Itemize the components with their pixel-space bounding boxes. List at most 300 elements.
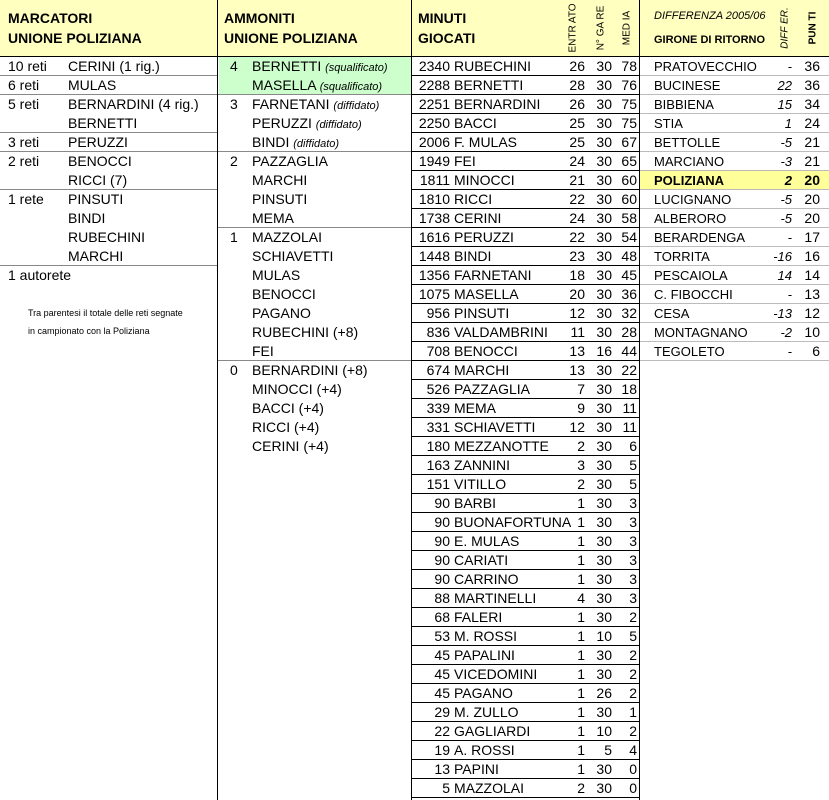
ammoniti-title: AMMONITI — [224, 10, 295, 26]
player-name: FEI — [454, 153, 476, 169]
difference-value: 14 — [777, 268, 792, 283]
minutes-value: 1738 — [418, 210, 450, 226]
team-name: ALBERORO — [654, 211, 727, 226]
games-value: 30 — [596, 609, 612, 625]
games-value: 30 — [596, 134, 612, 150]
points-value: 36 — [804, 77, 820, 93]
games-value: 30 — [596, 571, 612, 587]
minutes-value: 1811 — [419, 172, 450, 188]
team-name: PRATOVECCHIO — [654, 59, 757, 74]
points-value: 17 — [804, 229, 820, 245]
average-value: 4 — [629, 742, 637, 758]
minutes-value: 45 — [434, 666, 450, 682]
cards-count: 3 — [230, 96, 238, 112]
player-name: BERNARDINI (+8) — [252, 362, 368, 378]
marcatori-note: in campionato con la Poliziana — [28, 326, 150, 336]
player-name: M. ZULLO — [454, 704, 519, 720]
games-value: 30 — [596, 267, 612, 283]
entered-value: 25 — [569, 134, 585, 150]
minutes-value: 2006 — [418, 134, 450, 150]
minutes-value: 2251 — [418, 96, 450, 112]
cards-count: 0 — [230, 362, 238, 378]
minutes-value: 708 — [426, 343, 450, 359]
player-name: CERINI (+4) — [252, 438, 329, 454]
minutes-value: 2250 — [418, 115, 450, 131]
player-name: MEMA — [454, 400, 496, 416]
entered-value: 13 — [569, 362, 585, 378]
average-value: 36 — [621, 286, 637, 302]
average-value: 2 — [629, 685, 637, 701]
difference-value: -13 — [773, 306, 792, 321]
scorer-name: PERUZZI — [68, 134, 128, 150]
average-value: 75 — [621, 115, 637, 131]
minutes-value: 331 — [426, 419, 450, 435]
minutes-value: 68 — [434, 609, 450, 625]
average-value: 58 — [621, 210, 637, 226]
player-name: MARTINELLI — [454, 590, 537, 606]
col-header-differenza: DIFF ER. — [779, 7, 791, 49]
minutes-value: 163 — [426, 457, 450, 473]
entered-value: 22 — [569, 191, 585, 207]
booked-player — [252, 171, 307, 190]
games-value: 30 — [596, 286, 612, 302]
booked-player — [252, 152, 328, 171]
average-value: 44 — [621, 343, 637, 359]
player-name: PERUZZI — [252, 115, 312, 131]
points-value: 13 — [804, 286, 820, 302]
entered-value: 24 — [569, 210, 585, 226]
player-name: ZANNINI — [454, 457, 510, 473]
games-value: 30 — [596, 419, 612, 435]
player-name: PAPINI — [454, 761, 499, 777]
booked-player — [252, 304, 311, 323]
difference-value: - — [787, 230, 792, 245]
player-name: MEZZANOTTE — [454, 438, 549, 454]
player-name: PAGANO — [252, 305, 311, 321]
entered-value: 1 — [577, 704, 585, 720]
scorer-name: BENOCCI — [68, 153, 132, 169]
minutes-value: 1356 — [418, 267, 450, 283]
scorer-name: MARCHI — [68, 248, 124, 264]
player-name: FEI — [252, 343, 274, 359]
difference-value: -5 — [780, 192, 792, 207]
booked-player — [252, 228, 322, 247]
team-name: PESCAIOLA — [654, 268, 728, 283]
games-value: 30 — [596, 514, 612, 530]
average-value: 67 — [621, 134, 637, 150]
points-value: 6 — [812, 343, 820, 359]
player-name: BARBI — [454, 495, 497, 511]
difference-value: -16 — [773, 249, 792, 264]
player-name: VALDAMBRINI — [454, 324, 548, 340]
entered-value: 12 — [569, 419, 585, 435]
entered-value: 1 — [577, 761, 585, 777]
player-name: BENOCCI — [252, 286, 316, 302]
average-value: 32 — [621, 305, 637, 321]
minutes-value: 13 — [434, 761, 450, 777]
player-name: BINDI — [454, 248, 492, 264]
booked-player — [252, 418, 319, 437]
player-name: MASELLA — [252, 77, 316, 93]
average-value: 3 — [629, 552, 637, 568]
games-value: 30 — [596, 381, 612, 397]
player-name: BACCI (+4) — [252, 400, 324, 416]
player-name: RICCI (+4) — [252, 419, 320, 435]
minutes-value: 2288 — [418, 77, 450, 93]
average-value: 54 — [621, 229, 637, 245]
player-name: M. ROSSI — [454, 628, 518, 644]
divider — [217, 0, 218, 800]
player-name: MAZZOLAI — [454, 780, 525, 796]
player-name: BACCI — [454, 115, 497, 131]
difference-value: -5 — [780, 211, 792, 226]
player-name: MEMA — [252, 210, 294, 226]
games-value: 30 — [596, 77, 612, 93]
minutes-value: 90 — [434, 552, 450, 568]
games-value: 30 — [596, 704, 612, 720]
minutes-value: 90 — [434, 514, 450, 530]
entered-value: 23 — [569, 248, 585, 264]
minutes-value: 674 — [426, 362, 450, 378]
booked-player — [252, 399, 324, 418]
player-status: (squalificato) — [319, 81, 383, 93]
average-value: 3 — [629, 590, 637, 606]
entered-value: 1 — [577, 552, 585, 568]
player-name: MINOCCI — [454, 172, 515, 188]
player-name: CERINI — [454, 210, 502, 226]
minutes-value: 151 — [426, 476, 450, 492]
games-value: 10 — [596, 723, 612, 739]
average-value: 11 — [622, 400, 637, 416]
entered-value: 1 — [577, 723, 585, 739]
player-name: CARIATI — [454, 552, 509, 568]
team-name: CESA — [654, 306, 690, 321]
minutes-value: 1616 — [418, 229, 450, 245]
player-name: BENOCCI — [454, 343, 518, 359]
scorer-name: BERNARDINI (4 rig.) — [68, 96, 199, 112]
average-value: 45 — [621, 267, 637, 283]
entered-value: 25 — [569, 115, 585, 131]
booked-player — [252, 95, 379, 114]
entered-value: 1 — [577, 742, 585, 758]
classifica-subtitle: GIRONE DI RITORNO — [654, 34, 766, 46]
difference-value: -2 — [780, 325, 792, 340]
player-name: BUONAFORTUNA — [454, 514, 572, 530]
col-header-entrato: ENTR ATO — [567, 3, 579, 53]
player-name: MARCHI — [454, 362, 510, 378]
average-value: 11 — [622, 419, 637, 435]
minutes-value: 90 — [434, 571, 450, 587]
goal-count: 10 reti — [8, 58, 47, 74]
points-value: 10 — [804, 324, 820, 340]
minutes-value: 1949 — [418, 153, 450, 169]
player-name: PINSUTI — [252, 191, 308, 207]
marcatori-title: MARCATORI — [8, 10, 93, 26]
player-name: PAZZAGLIA — [454, 381, 530, 397]
games-value: 30 — [596, 305, 612, 321]
average-value: 60 — [621, 172, 637, 188]
minutes-value: 339 — [426, 400, 450, 416]
entered-value: 1 — [577, 628, 585, 644]
games-value: 30 — [596, 362, 612, 378]
points-value: 12 — [804, 305, 820, 321]
player-name: RUBECHINI (+8) — [252, 324, 359, 340]
games-value: 30 — [596, 248, 612, 264]
games-value: 30 — [596, 533, 612, 549]
points-value: 21 — [804, 134, 820, 150]
team-name: BETTOLLE — [654, 135, 721, 150]
entered-value: 9 — [577, 400, 585, 416]
games-value: 30 — [596, 191, 612, 207]
cards-count: 1 — [230, 229, 238, 245]
entered-value: 26 — [569, 96, 585, 112]
entered-value: 1 — [577, 666, 585, 682]
entered-value: 13 — [569, 343, 585, 359]
player-name: BERNETTI — [252, 58, 322, 74]
booked-player — [252, 247, 333, 266]
average-value: 3 — [629, 571, 637, 587]
games-value: 30 — [596, 666, 612, 682]
goal-count: 1 autorete — [8, 267, 72, 283]
minuti-title: MINUTI — [418, 10, 467, 26]
entered-value: 18 — [569, 267, 585, 283]
team-name: STIA — [654, 116, 683, 131]
booked-player — [252, 76, 382, 95]
marcatori-note: Tra parentesi il totale delle reti segnate — [28, 308, 183, 318]
player-name: PAGANO — [454, 685, 513, 701]
player-name: FARNETANI — [454, 267, 532, 283]
team-name: LUCIGNANO — [654, 192, 732, 207]
games-value: 30 — [596, 210, 612, 226]
player-status: (diffidato) — [293, 138, 340, 150]
average-value: 6 — [629, 438, 637, 454]
cards-count: 2 — [230, 153, 238, 169]
minutes-value: 180 — [426, 438, 450, 454]
entered-value: 1 — [577, 514, 585, 530]
games-value: 16 — [596, 343, 612, 359]
difference-value: - — [787, 287, 792, 302]
col-header-media: MED IA — [621, 10, 633, 46]
entered-value: 12 — [569, 305, 585, 321]
games-value: 30 — [596, 115, 612, 131]
average-value: 5 — [629, 457, 637, 473]
average-value: 18 — [621, 381, 637, 397]
entered-value: 1 — [577, 647, 585, 663]
games-value: 30 — [596, 457, 612, 473]
player-name: SCHIAVETTI — [454, 419, 536, 435]
points-value: 34 — [804, 96, 820, 112]
minutes-value: 1810 — [418, 191, 450, 207]
minutes-value: 45 — [434, 685, 450, 701]
average-value: 60 — [621, 191, 637, 207]
team-name: MARCIANO — [654, 154, 725, 169]
games-value: 26 — [596, 685, 612, 701]
games-value: 30 — [596, 495, 612, 511]
team-name: C. FIBOCCHI — [654, 287, 733, 302]
booked-player — [252, 380, 342, 399]
difference-value: - — [787, 344, 792, 359]
games-value: 30 — [596, 96, 612, 112]
booked-player — [252, 190, 307, 209]
entered-value: 4 — [577, 590, 585, 606]
scorer-name: PINSUTI — [68, 191, 124, 207]
games-value: 30 — [596, 58, 612, 74]
scorer-name: RICCI (7) — [68, 172, 128, 188]
player-status: (diffidato) — [315, 119, 362, 131]
difference-value: 1 — [784, 116, 792, 131]
goal-count: 3 reti — [8, 134, 40, 150]
player-name: SCHIAVETTI — [252, 248, 334, 264]
player-name: MASELLA — [454, 286, 519, 302]
average-value: 75 — [621, 96, 637, 112]
scorer-name: RUBECHINI — [68, 229, 146, 245]
points-value: 16 — [804, 248, 820, 264]
minutes-value: 22 — [434, 723, 450, 739]
team-name: TEGOLETO — [654, 344, 725, 359]
goal-count: 1 rete — [8, 191, 44, 207]
points-value: 21 — [804, 153, 820, 169]
average-value: 0 — [629, 761, 637, 777]
games-value: 10 — [596, 628, 612, 644]
games-value: 30 — [596, 153, 612, 169]
player-name: MINOCCI (+4) — [252, 381, 342, 397]
player-name: CARRINO — [454, 571, 519, 587]
entered-value: 22 — [569, 229, 585, 245]
minutes-value: 2340 — [418, 58, 450, 74]
entered-value: 1 — [577, 533, 585, 549]
games-value: 30 — [596, 647, 612, 663]
booked-player — [252, 57, 387, 76]
entered-value: 20 — [569, 286, 585, 302]
team-name: BERARDENGA — [654, 230, 746, 245]
scorer-name: MULAS — [68, 77, 117, 93]
games-value: 30 — [596, 476, 612, 492]
player-status: (squalificato) — [325, 62, 388, 74]
team-name: BUCINESE — [654, 78, 721, 93]
player-name: A. ROSSI — [454, 742, 515, 758]
entered-value: 1 — [577, 495, 585, 511]
scorer-name: CERINI (1 rig.) — [68, 58, 160, 74]
difference-value: 22 — [777, 78, 792, 93]
classifica-title: DIFFERENZA 2005/06 — [654, 10, 766, 22]
minutes-value: 88 — [434, 590, 450, 606]
minutes-value: 53 — [434, 628, 450, 644]
scorer-name: BERNETTI — [68, 115, 138, 131]
booked-player — [252, 285, 316, 304]
player-name: MULAS — [252, 267, 301, 283]
entered-value: 26 — [569, 58, 585, 74]
header-marcatori — [0, 0, 217, 57]
average-value: 2 — [629, 723, 637, 739]
points-value: 20 — [804, 172, 820, 188]
entered-value: 7 — [577, 381, 585, 397]
points-value: 24 — [804, 115, 820, 131]
entered-value: 2 — [577, 476, 585, 492]
minutes-value: 526 — [426, 381, 450, 397]
player-name: BERNARDINI — [454, 96, 541, 112]
minutes-value: 836 — [426, 324, 450, 340]
average-value: 3 — [629, 533, 637, 549]
average-value: 5 — [629, 628, 637, 644]
player-name: RUBECHINI — [454, 58, 532, 74]
entered-value: 1 — [577, 609, 585, 625]
booked-player — [252, 114, 362, 133]
games-value: 30 — [596, 780, 612, 796]
minutes-value: 45 — [434, 647, 450, 663]
col-header-gare: N° GA RE — [595, 5, 607, 51]
minutes-value: 1448 — [418, 248, 450, 264]
minutes-value: 90 — [434, 495, 450, 511]
booked-player — [252, 323, 358, 342]
points-value: 20 — [804, 191, 820, 207]
games-value: 30 — [596, 324, 612, 340]
difference-value: 2 — [784, 173, 792, 188]
entered-value: 1 — [577, 571, 585, 587]
minutes-value: 956 — [426, 305, 450, 321]
entered-value: 11 — [570, 324, 585, 340]
average-value: 2 — [629, 666, 637, 682]
minuti-subtitle: GIOCATI — [418, 30, 476, 46]
booked-player — [252, 437, 329, 456]
team-name: TORRITA — [654, 249, 710, 264]
player-name: E. MULAS — [454, 533, 520, 549]
average-value: 65 — [621, 153, 637, 169]
points-value: 14 — [804, 267, 820, 283]
ammoniti-subtitle: UNIONE POLIZIANA — [224, 30, 358, 46]
average-value: 2 — [629, 609, 637, 625]
games-value: 30 — [596, 172, 612, 188]
player-name: F. MULAS — [454, 134, 518, 150]
goal-count: 2 reti — [8, 153, 40, 169]
entered-value: 3 — [577, 457, 585, 473]
header-minuti — [412, 0, 639, 57]
player-name: PINSUTI — [454, 305, 510, 321]
minutes-value: 90 — [434, 533, 450, 549]
header-classifica — [640, 0, 829, 57]
entered-value: 24 — [569, 153, 585, 169]
average-value: 48 — [621, 248, 637, 264]
average-value: 28 — [621, 324, 637, 340]
booked-player — [252, 342, 274, 361]
games-value: 30 — [596, 438, 612, 454]
booked-player — [252, 209, 294, 228]
minutes-value: 19 — [434, 742, 450, 758]
booked-player — [252, 361, 368, 380]
goal-count: 5 reti — [8, 96, 40, 112]
average-value: 78 — [621, 58, 637, 74]
player-name: RICCI — [454, 191, 493, 207]
booked-player — [252, 266, 300, 285]
average-value: 22 — [621, 362, 637, 378]
games-value: 30 — [596, 400, 612, 416]
entered-value: 1 — [577, 685, 585, 701]
average-value: 0 — [629, 780, 637, 796]
goal-count: 6 reti — [8, 77, 40, 93]
entered-value: 21 — [569, 172, 585, 188]
games-value: 30 — [596, 552, 612, 568]
points-value: 36 — [804, 58, 820, 74]
player-name: VICEDOMINI — [454, 666, 538, 682]
average-value: 3 — [629, 495, 637, 511]
team-name: MONTAGNANO — [654, 325, 748, 340]
player-name: VITILLO — [454, 476, 507, 492]
games-value: 30 — [596, 590, 612, 606]
average-value: 2 — [629, 647, 637, 663]
average-value: 3 — [629, 514, 637, 530]
entered-value: 28 — [569, 77, 585, 93]
minutes-value: 29 — [434, 704, 450, 720]
difference-value: -3 — [780, 154, 792, 169]
